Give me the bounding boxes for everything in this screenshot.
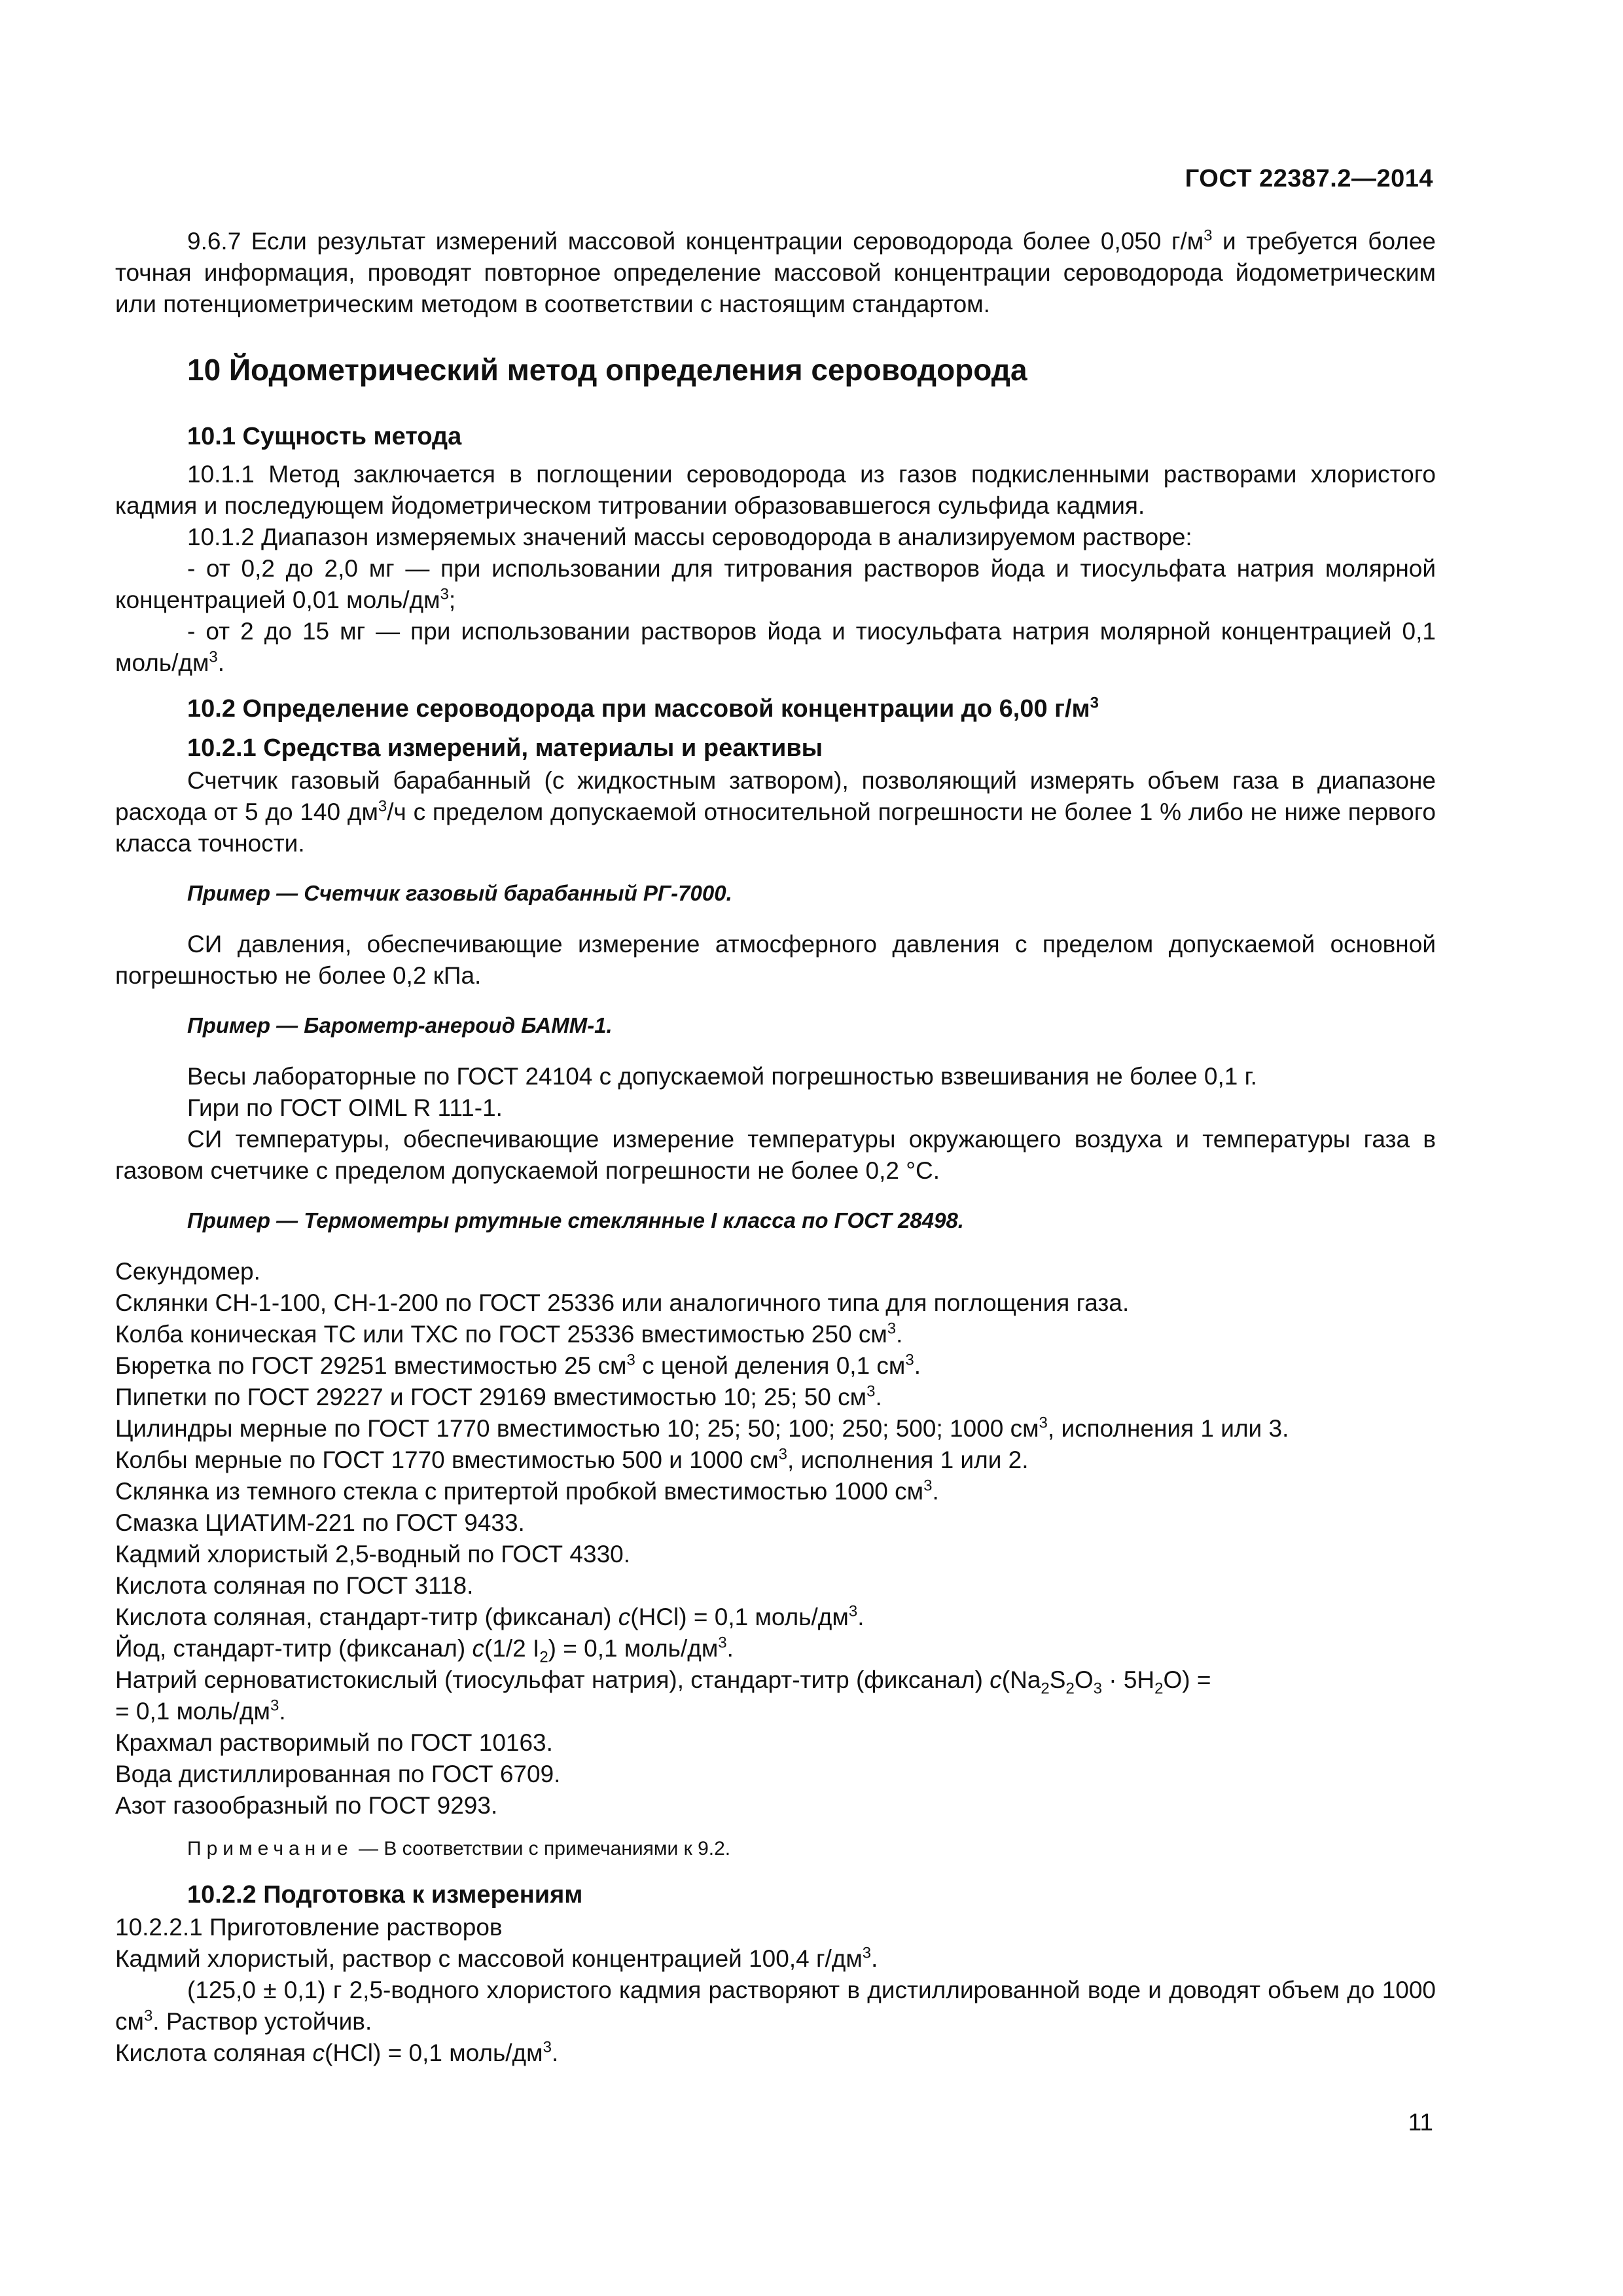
- paragraph-gas-counter: Счетчик газовый барабанный (с жидкостным затвором), позволяющий измерять объем газа в диапазоне расхода от 5 до 140 $дм^3/ч$ с пределом допускаемой относительной погрешности не более 1 % либо не ниже первого класса точности.: [115, 767, 1436, 857]
- paragraph-temperature: СИ температуры, обеспечивающие измерение температуры окружающего воздуха и температуры газа в газовом счетчике с пределом допускаемой погрешности не более 0,2 °С.: [115, 1126, 1436, 1184]
- note-text: — В соответствии с примечаниями к 9.2.: [353, 1838, 731, 1859]
- list-item: Пипетки по ГОСТ 29227 и ГОСТ 29169 вместимостью 10; 25; 50 $см^3$.: [115, 1382, 882, 1410]
- list-item: Склянки СН-1-100, СН-1-200 по ГОСТ 25336 или аналогичного типа для поглощения газа.: [115, 1289, 1130, 1316]
- document-body: [115, 226, 1436, 2069]
- list-item: Йод, стандарт-титр (фиксанал) c(1/2 $I_2) = 0,1$ моль/$дм^3$.: [115, 1634, 734, 1666]
- paragraph-dissolve: (125,0 ± 0,1) г 2,5-водного хлористого кадмия растворяют в дистиллированной воде и доводят объем до 1000 $см^3$. Раствор устойчив.: [115, 1977, 1436, 2035]
- paragraph-weights: Гири по ГОСТ OIML R 111-1.: [187, 1094, 503, 1121]
- section-heading-10: 10 Йодометрический метод определения сероводорода: [187, 353, 1027, 387]
- note-label: Примечание: [187, 1838, 353, 1859]
- paragraph-pressure: СИ давления, обеспечивающие измерение атмосферного давления с пределом допускаемой основной погрешностью не более 0,2 кПа.: [115, 931, 1436, 989]
- example-3: Пример — Термометры ртутные стеклянные I класса по ГОСТ 28498.: [187, 1208, 964, 1232]
- list-item: Азот газообразный по ГОСТ 9293.: [115, 1792, 498, 1819]
- list-item: Колба коническая ТС или ТХС по ГОСТ 25336 вместимостью 250 $см^3$.: [115, 1319, 903, 1348]
- example-1: Пример — Счетчик газовый барабанный РГ-7000.: [187, 881, 732, 905]
- list-item: Вода дистиллированная по ГОСТ 6709.: [115, 1761, 561, 1787]
- list-item: Кислота соляная, стандарт-титр (фиксанал) c(HCl) = 0,1 моль/$дм^3$.: [115, 1602, 865, 1630]
- document-header: ГОСТ 22387.2—2014: [1185, 165, 1433, 192]
- subsection-heading-10-2-2: 10.2.2 Подготовка к измерениям: [187, 1881, 583, 1909]
- list-item: Натрий серноватистокислый (тиосульфат натрия), стандарт-титр (фиксанал) $c(Na_2S_2O_3 \cdot 5H_2O)$ =: [115, 1666, 1211, 1698]
- list-item: Смазка ЦИАТИМ-221 по ГОСТ 9433.: [115, 1509, 525, 1536]
- paragraph-10-1-1: 10.1.1 Метод заключается в поглощении сероводорода из газов подкисленными растворами хлористого кадмия и последующем йодометрическом титровании образовавшегося сульфида кадмия.: [115, 461, 1436, 519]
- paragraph-cadmium-solution: Кадмий хлористый, раствор с массовой концентрацией 100,4 $г/дм^3$.: [115, 1944, 878, 1972]
- list-item: Кислота соляная по ГОСТ 3118.: [115, 1572, 474, 1599]
- list-item: Бюретка по ГОСТ 29251 вместимостью 25 $см^3$ с ценой деления 0,1 $см^3$.: [115, 1351, 921, 1379]
- paragraph-9-6-7: 9.6.7 Если результат измерений массовой концентрации сероводорода более 0,050 $г/м^3$ и требуется более точная информация, проводят повторное определение массовой концентрации сероводорода йодометрическим или потенциометрическим методом в соответствии с настоящим стандартом.: [115, 226, 1436, 317]
- note: [187, 1833, 1436, 1865]
- list-item: Цилиндры мерные по ГОСТ 1770 вместимостью 10; 25; 50; 100; 250; 500; 1000 $см^3$, исполнения 1 или 3.: [115, 1414, 1289, 1442]
- list-item-continued: = 0,1 моль/$дм^3$.: [115, 1696, 286, 1725]
- subsection-heading-10-2-1: 10.2.1 Средства измерений, материалы и реактивы: [187, 734, 823, 762]
- list-item: Кадмий хлористый 2,5-водный по ГОСТ 4330.: [115, 1541, 631, 1568]
- subsection-heading-10-2: 10.2 Определение сероводорода при массовой концентрации до 6,00 $г/м^3$: [187, 694, 1099, 723]
- subsection-heading-10-1: 10.1 Сущность метода: [187, 423, 462, 450]
- range-item-2: - от 2 до 15 мг — при использовании растворов йода и тиосульфата натрия молярной концентрацией 0,1 моль/$дм^3$.: [115, 618, 1436, 676]
- paragraph-10-1-2: 10.1.2 Диапазон измеряемых значений массы сероводорода в анализируемом растворе:: [187, 524, 1192, 550]
- list-item: Склянка из темного стекла с притертой пробкой вместимостью 1000 $см^3$.: [115, 1477, 939, 1505]
- list-item: Колбы мерные по ГОСТ 1770 вместимостью 500 и 1000 $см^3$, исполнения 1 или 2.: [115, 1445, 1029, 1473]
- example-2: Пример — Барометр-анероид БАММ-1.: [187, 1013, 613, 1037]
- list-item: Крахмал растворимый по ГОСТ 10163.: [115, 1729, 553, 1756]
- paragraph-10-2-2-1: 10.2.2.1 Приготовление растворов: [115, 1914, 503, 1941]
- page-number: 11: [1408, 2109, 1433, 2136]
- paragraph-scales: Весы лабораторные по ГОСТ 24104 с допускаемой погрешностью взвешивания не более 0,1 г.: [187, 1063, 1257, 1090]
- paragraph-hcl-solution: Кислота соляная c(HCl) = 0,1 моль/$дм^3$.: [115, 2038, 559, 2066]
- range-item-1: - от 0,2 до 2,0 мг — при использовании для титрования растворов йода и тиосульфата натрия молярной концентрацией 0,01 моль/$дм^3$;: [115, 555, 1436, 613]
- list-item: Секундомер.: [115, 1258, 260, 1285]
